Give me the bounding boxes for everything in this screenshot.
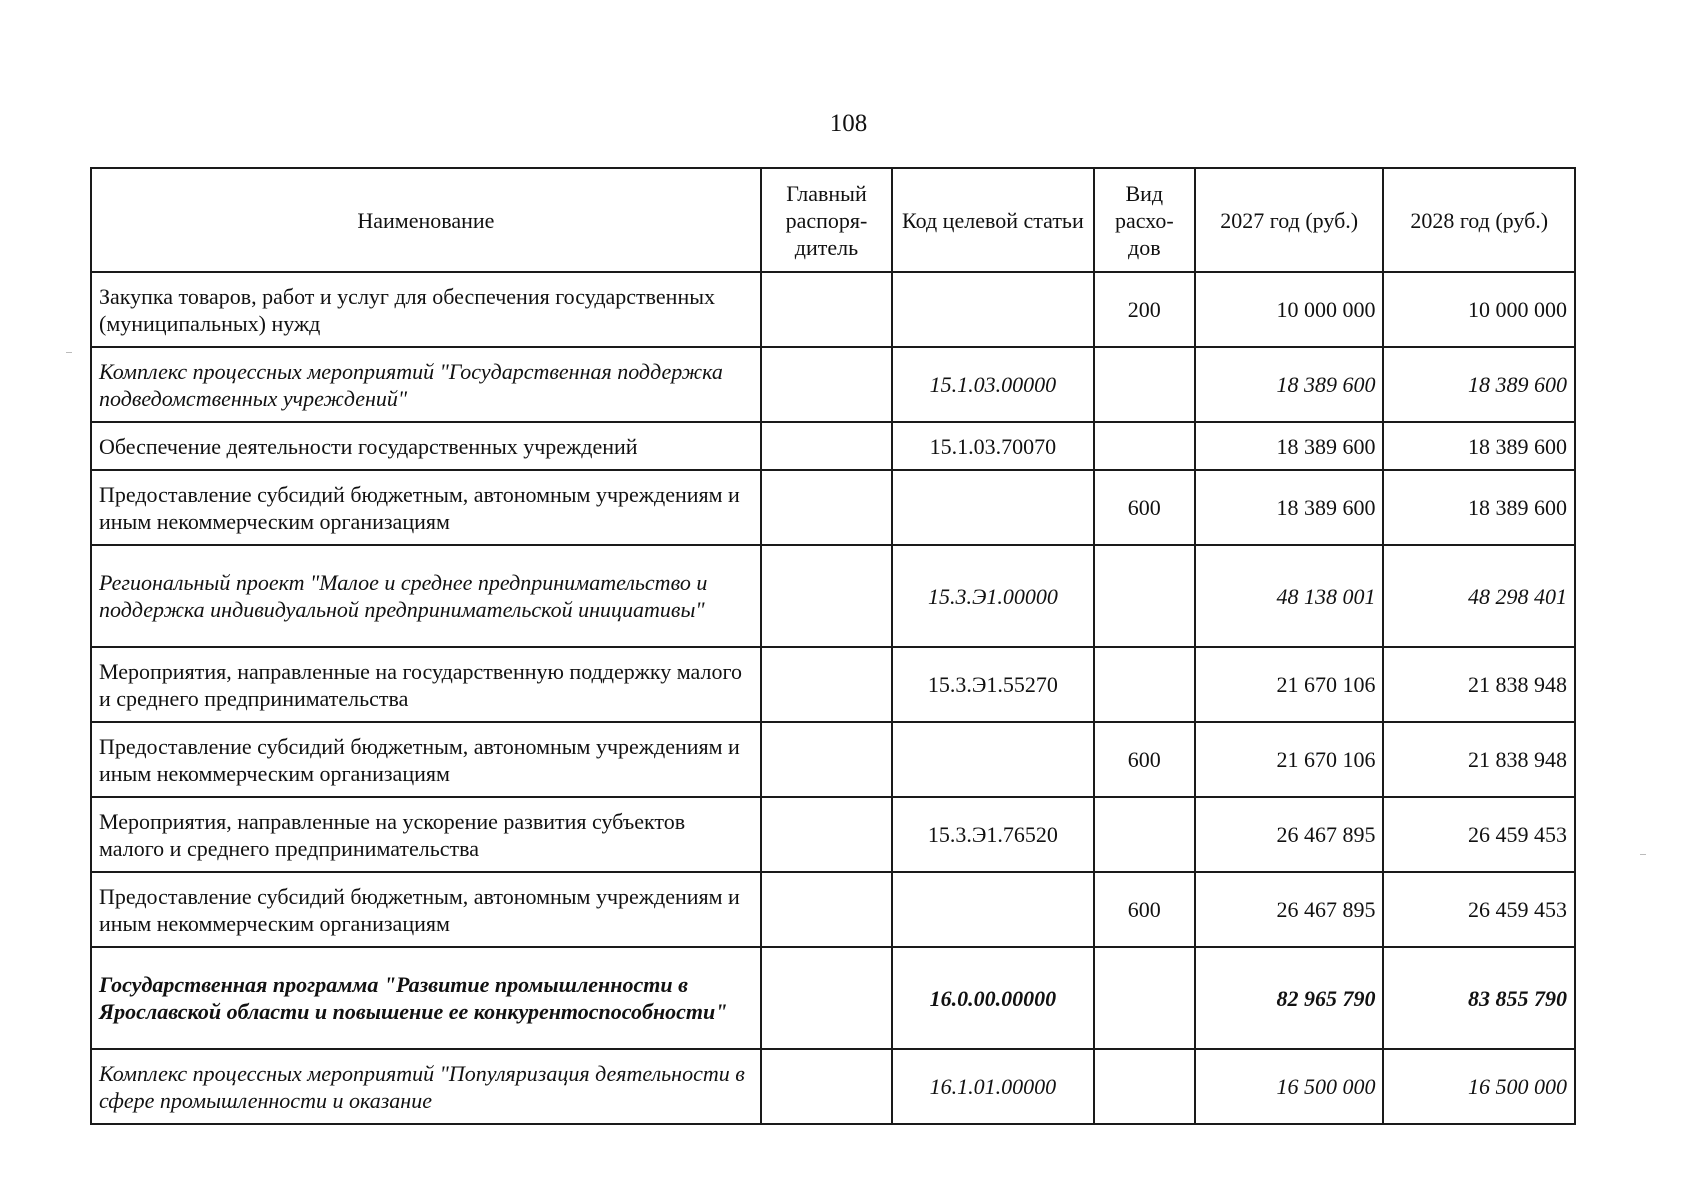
cell-distributor xyxy=(761,545,892,647)
table-row xyxy=(91,470,1575,545)
page-number: 108 xyxy=(829,110,868,137)
cell-name: Мероприятия, направленные на ускорение развития субъектов малого и среднего предпринимательства xyxy=(91,797,761,872)
cell-name: Комплекс процессных мероприятий "Государственная поддержка подведомственных учреждений" xyxy=(91,347,761,422)
cell-distributor xyxy=(761,722,892,797)
cell-2027: 16 500 000 xyxy=(1195,1049,1384,1124)
table-row xyxy=(91,947,1575,1049)
header-name: Наименование xyxy=(91,168,761,272)
table-row xyxy=(91,797,1575,872)
cell-distributor xyxy=(761,647,892,722)
cell-distributor xyxy=(761,797,892,872)
cell-2027: 18 389 600 xyxy=(1195,470,1384,545)
cell-2028: 48 298 401 xyxy=(1383,545,1575,647)
cell-2027: 18 389 600 xyxy=(1195,422,1384,470)
table-row xyxy=(91,545,1575,647)
cell-name: Закупка товаров, работ и услуг для обеспечения государственных (муниципальных) нужд xyxy=(91,272,761,347)
cell-2027: 82 965 790 xyxy=(1195,947,1384,1049)
cell-code: 15.3.Э1.00000 xyxy=(892,545,1094,647)
cell-type xyxy=(1094,347,1195,422)
cell-2028: 18 389 600 xyxy=(1383,422,1575,470)
cell-name: Государственная программа "Развитие промышленности в Ярославской области и повышение ее конкурентоспособности" xyxy=(91,947,761,1049)
table-row xyxy=(91,647,1575,722)
scan-speck xyxy=(1640,854,1646,855)
cell-2027: 26 467 895 xyxy=(1195,872,1384,947)
table-row xyxy=(91,872,1575,947)
cell-2027: 21 670 106 xyxy=(1195,722,1384,797)
cell-2028: 16 500 000 xyxy=(1383,1049,1575,1124)
cell-distributor xyxy=(761,272,892,347)
cell-type: 600 xyxy=(1094,722,1195,797)
cell-distributor xyxy=(761,1049,892,1124)
cell-2027: 26 467 895 xyxy=(1195,797,1384,872)
cell-code xyxy=(892,872,1094,947)
header-2028: 2028 год (руб.) xyxy=(1383,168,1575,272)
cell-distributor xyxy=(761,422,892,470)
header-distributor: Главный распоря-дитель xyxy=(761,168,892,272)
cell-distributor xyxy=(761,947,892,1049)
cell-2028: 26 459 453 xyxy=(1383,797,1575,872)
cell-code: 16.0.00.00000 xyxy=(892,947,1094,1049)
cell-distributor xyxy=(761,347,892,422)
cell-name: Обеспечение деятельности государственных учреждений xyxy=(91,422,761,470)
scan-speck xyxy=(66,352,72,353)
table-row xyxy=(91,722,1575,797)
cell-type: 200 xyxy=(1094,272,1195,347)
table-row xyxy=(91,272,1575,347)
cell-2028: 26 459 453 xyxy=(1383,872,1575,947)
cell-name: Мероприятия, направленные на государственную поддержку малого и среднего предпринимательства xyxy=(91,647,761,722)
cell-code: 15.1.03.70070 xyxy=(892,422,1094,470)
cell-type xyxy=(1094,797,1195,872)
cell-2028: 21 838 948 xyxy=(1383,647,1575,722)
cell-name: Комплекс процессных мероприятий "Популяризация деятельности в сфере промышленности и оказание xyxy=(91,1049,761,1124)
cell-type: 600 xyxy=(1094,470,1195,545)
cell-2027: 48 138 001 xyxy=(1195,545,1384,647)
cell-distributor xyxy=(761,872,892,947)
cell-code: 15.3.Э1.76520 xyxy=(892,797,1094,872)
cell-2027: 21 670 106 xyxy=(1195,647,1384,722)
header-code: Код целевой статьи xyxy=(892,168,1094,272)
cell-type xyxy=(1094,1049,1195,1124)
header-type: Вид расхо-дов xyxy=(1094,168,1195,272)
cell-2027: 18 389 600 xyxy=(1195,347,1384,422)
header-2027: 2027 год (руб.) xyxy=(1195,168,1384,272)
table-row xyxy=(91,1049,1575,1124)
cell-code: 15.3.Э1.55270 xyxy=(892,647,1094,722)
cell-name: Предоставление субсидий бюджетным, автономным учреждениям и иным некоммерческим организациям xyxy=(91,722,761,797)
cell-name: Региональный проект "Малое и среднее предпринимательство и поддержка индивидуальной предпринимательской инициативы" xyxy=(91,545,761,647)
cell-type xyxy=(1094,545,1195,647)
cell-2028: 18 389 600 xyxy=(1383,470,1575,545)
table-header-row xyxy=(91,168,1575,272)
cell-distributor xyxy=(761,470,892,545)
cell-2027: 10 000 000 xyxy=(1195,272,1384,347)
cell-code xyxy=(892,722,1094,797)
cell-2028: 10 000 000 xyxy=(1383,272,1575,347)
cell-2028: 18 389 600 xyxy=(1383,347,1575,422)
cell-code xyxy=(892,470,1094,545)
table-row xyxy=(91,422,1575,470)
cell-2028: 21 838 948 xyxy=(1383,722,1575,797)
cell-type xyxy=(1094,647,1195,722)
cell-name: Предоставление субсидий бюджетным, автономным учреждениям и иным некоммерческим организациям xyxy=(91,872,761,947)
cell-code: 16.1.01.00000 xyxy=(892,1049,1094,1124)
cell-code xyxy=(892,272,1094,347)
cell-name: Предоставление субсидий бюджетным, автономным учреждениям и иным некоммерческим организациям xyxy=(91,470,761,545)
budget-table xyxy=(90,167,1576,1125)
cell-type xyxy=(1094,947,1195,1049)
cell-type: 600 xyxy=(1094,872,1195,947)
cell-type xyxy=(1094,422,1195,470)
cell-2028: 83 855 790 xyxy=(1383,947,1575,1049)
cell-code: 15.1.03.00000 xyxy=(892,347,1094,422)
table-row xyxy=(91,347,1575,422)
